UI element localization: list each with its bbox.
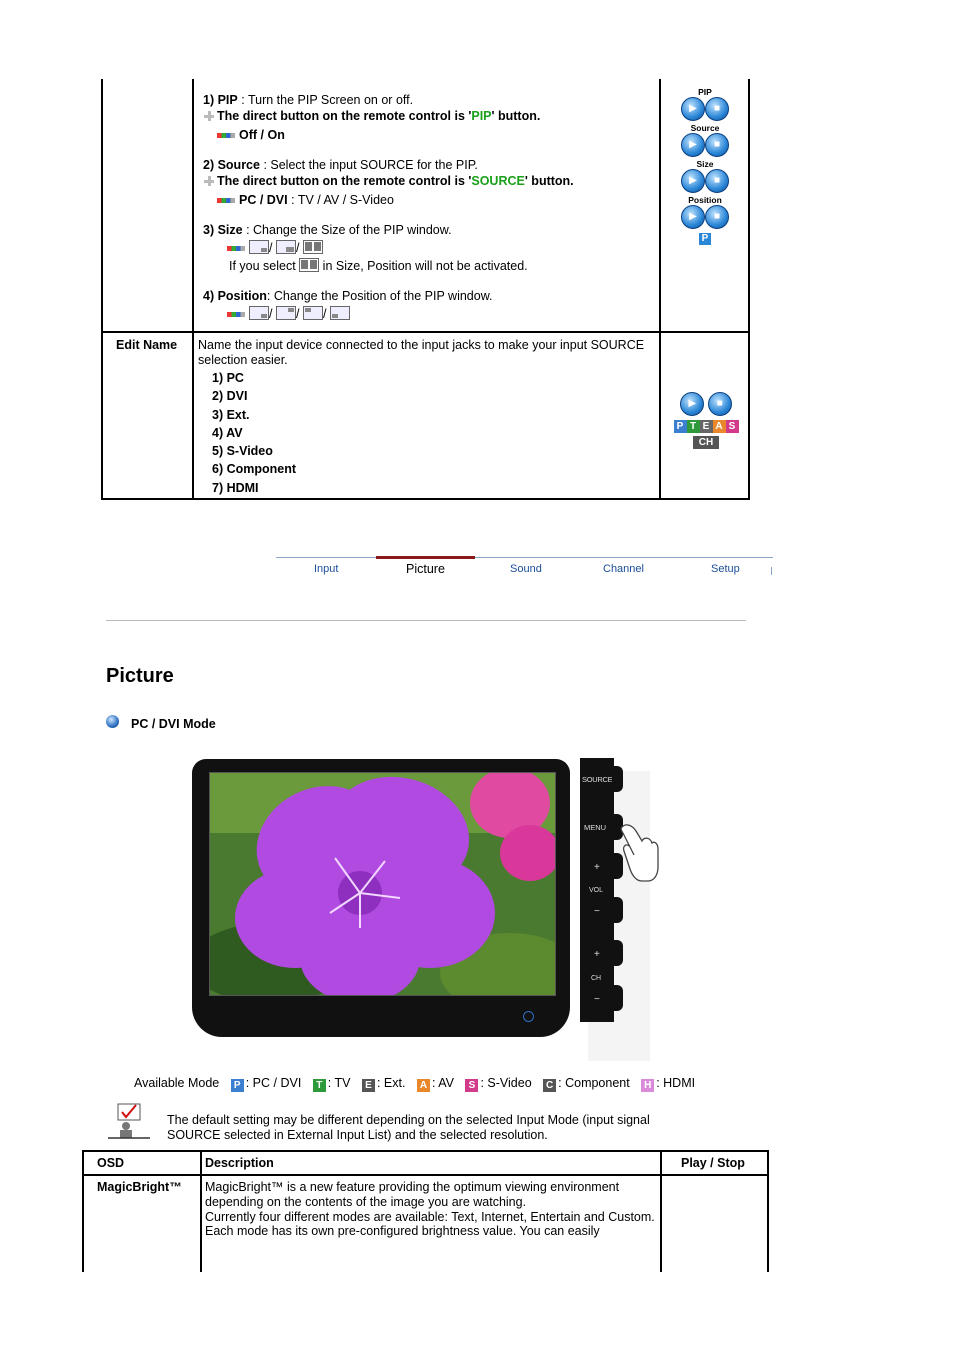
side-button-tab bbox=[612, 897, 623, 923]
mode-badge-p: P bbox=[674, 420, 687, 433]
description-header: Description bbox=[205, 1156, 274, 1170]
table-border bbox=[660, 1150, 662, 1272]
section-divider bbox=[106, 620, 746, 621]
note-icon bbox=[106, 1102, 152, 1140]
play-button-icon: ▶ bbox=[680, 392, 704, 416]
side-button-tab bbox=[612, 940, 623, 966]
tab-input[interactable]: Input bbox=[314, 563, 339, 575]
play-button-icon: ▶ bbox=[681, 133, 705, 157]
pip-size-double-icon bbox=[299, 258, 319, 272]
mode-ext: E : Ext. bbox=[362, 1076, 405, 1090]
nav-divider bbox=[771, 567, 772, 575]
play-button-icon: ▶ bbox=[681, 97, 705, 121]
pip-description bbox=[203, 92, 653, 322]
mode-av: A : AV bbox=[417, 1076, 454, 1090]
source-button[interactable]: SOURCE bbox=[582, 775, 613, 784]
vol-label: VOL bbox=[589, 887, 604, 894]
list-item: 2) DVI bbox=[212, 389, 248, 404]
pip-item-2-direct: The direct button on the remote control is 'SOURCE' button. bbox=[203, 173, 653, 189]
pip-size-small-icon bbox=[249, 240, 269, 254]
side-control-panel bbox=[580, 758, 614, 1022]
pip-item-1-direct: The direct button on the remote control is 'PIP' button. bbox=[203, 108, 653, 124]
tab-sound[interactable]: Sound bbox=[510, 563, 542, 575]
edit-name-label: Edit Name bbox=[116, 338, 178, 352]
edit-name-desc: Name the input device connected to the input jacks to make your input SOURCE selection easier. bbox=[198, 338, 645, 367]
table-border bbox=[82, 1150, 769, 1152]
magicbright-label: MagicBright™ bbox=[97, 1180, 182, 1194]
mode-badge-c: C bbox=[543, 1079, 556, 1092]
table-border bbox=[192, 79, 194, 500]
monitor-frame bbox=[192, 759, 570, 1037]
icon-label: PIP bbox=[698, 87, 712, 97]
mode-badge-t: T bbox=[687, 420, 700, 433]
edit-name-icons bbox=[672, 392, 740, 449]
bullet-icon bbox=[106, 715, 119, 728]
vol-down-button[interactable]: − bbox=[594, 906, 600, 917]
stop-button-icon: ■ bbox=[708, 392, 732, 416]
list-item: 1) PC bbox=[212, 371, 244, 385]
table-border bbox=[767, 1150, 769, 1272]
plus-icon bbox=[203, 175, 215, 187]
mode-tv: T : TV bbox=[313, 1076, 351, 1090]
mode-badge-s: S bbox=[465, 1079, 478, 1092]
table-border bbox=[659, 79, 661, 500]
menu-button[interactable]: MENU bbox=[584, 823, 607, 832]
table-border bbox=[748, 79, 750, 500]
stop-button-icon: ■ bbox=[705, 97, 729, 121]
mode-badge-e: E bbox=[700, 420, 713, 433]
list-item: 7) HDMI bbox=[212, 480, 259, 495]
pip-item-2: 2) Source : Select the input SOURCE for the PIP. bbox=[203, 158, 478, 172]
mode-badge-t: T bbox=[313, 1079, 326, 1092]
play-button-icon: ▶ bbox=[681, 169, 705, 193]
tab-setup[interactable]: Setup bbox=[711, 563, 740, 575]
play-stop-header: Play / Stop bbox=[681, 1156, 745, 1170]
mode-badge-s: S bbox=[726, 420, 739, 433]
color-bar-icon bbox=[227, 246, 245, 251]
mode-hdmi: H : HDMI bbox=[641, 1076, 695, 1090]
flower-image bbox=[210, 773, 555, 995]
ch-up-button[interactable]: + bbox=[594, 949, 600, 960]
stop-button-icon: ■ bbox=[705, 205, 729, 229]
table-border bbox=[101, 498, 750, 500]
hand-pointer-icon bbox=[618, 815, 662, 885]
table-border bbox=[200, 1150, 202, 1272]
pip-size-options: / / bbox=[203, 240, 653, 256]
color-bar-icon bbox=[217, 133, 235, 138]
mode-component: C : Component bbox=[543, 1076, 630, 1090]
table-border bbox=[101, 79, 103, 500]
ch-down-button[interactable]: − bbox=[594, 994, 600, 1005]
edit-name-list bbox=[212, 369, 296, 497]
mode-badge-h: H bbox=[641, 1079, 654, 1092]
list-item: 4) AV bbox=[212, 425, 243, 440]
icon-label: Size bbox=[696, 159, 714, 169]
pip-item-2-options: PC / DVI : TV / AV / S-Video bbox=[203, 192, 653, 208]
mode-badge-a: A bbox=[713, 420, 726, 433]
osd-header: OSD bbox=[97, 1156, 125, 1170]
nav-active-indicator bbox=[376, 556, 475, 559]
stop-button-icon: ■ bbox=[705, 169, 729, 193]
pip-position-bottom-left-icon bbox=[330, 306, 350, 320]
monitor-screen bbox=[209, 772, 556, 996]
magicbright-desc: MagicBright™ is a new feature providing the optimum viewing environment depending on the contents of the image you are watching. Currently four different modes are available: Text, Internet, Entertain and Custom. Each mode has its own pre-configured brightness value. You can easily bbox=[205, 1180, 655, 1239]
icon-label: Position bbox=[688, 195, 722, 205]
pip-position-top-left-icon bbox=[303, 306, 323, 320]
power-led-icon bbox=[523, 1011, 534, 1022]
list-item: 3) Ext. bbox=[212, 407, 250, 422]
pip-position-top-right-icon bbox=[276, 306, 296, 320]
table-border bbox=[101, 331, 750, 333]
pip-item-4: 4) Position: Change the Position of the PIP window. bbox=[203, 289, 493, 303]
mode-badge-p: P bbox=[231, 1079, 244, 1092]
mode-title: PC / DVI Mode bbox=[131, 717, 216, 731]
side-button-tab bbox=[612, 766, 623, 792]
stop-button-icon: ■ bbox=[705, 133, 729, 157]
color-bar-icon bbox=[227, 312, 245, 317]
pip-item-3: 3) Size : Change the Size of the PIP window. bbox=[203, 223, 452, 237]
icon-label: Source bbox=[690, 123, 720, 133]
table-border bbox=[82, 1150, 84, 1272]
mode-pc-dvi: P : PC / DVI bbox=[231, 1076, 302, 1090]
pip-badge-icon: P bbox=[699, 233, 711, 245]
pip-item-1: 1) PIP : Turn the PIP Screen on or off. bbox=[203, 93, 414, 107]
ch-label: CH bbox=[591, 975, 602, 982]
mode-badge-e: E bbox=[362, 1079, 375, 1092]
available-mode-label: Available Mode bbox=[134, 1076, 220, 1090]
tab-channel[interactable]: Channel bbox=[603, 563, 644, 575]
note-text: The default setting may be different depending on the selected Input Mode (input signal SOURCE selected in External Input List) and the selected resolution. bbox=[167, 1113, 650, 1142]
available-mode bbox=[134, 1076, 695, 1092]
vol-up-button[interactable]: + bbox=[594, 862, 600, 873]
mode-s-video: S : S-Video bbox=[465, 1076, 531, 1090]
mode-badge-a: A bbox=[417, 1079, 430, 1092]
list-item: 5) S-Video bbox=[212, 444, 273, 459]
plus-icon bbox=[203, 110, 215, 122]
remote-icons bbox=[675, 87, 735, 245]
nav-line bbox=[276, 557, 773, 558]
tab-picture[interactable]: Picture bbox=[406, 562, 445, 576]
list-item: 6) Component bbox=[212, 462, 297, 477]
table-border bbox=[82, 1174, 769, 1176]
pip-size-large-icon bbox=[276, 240, 296, 254]
play-button-icon: ▶ bbox=[681, 205, 705, 229]
page-title: Picture bbox=[106, 665, 174, 687]
color-bar-icon bbox=[217, 198, 235, 203]
side-button-tab bbox=[612, 985, 623, 1011]
pip-item-1-options: Off / On bbox=[203, 127, 653, 143]
pip-size-double-icon bbox=[303, 240, 323, 254]
pip-position-bottom-right-icon bbox=[249, 306, 269, 320]
pip-size-note: If you select in Size, Position will not be activated. bbox=[229, 259, 528, 273]
pip-position-options: / / / bbox=[203, 306, 653, 322]
mode-badge-ch: CH bbox=[693, 436, 719, 449]
